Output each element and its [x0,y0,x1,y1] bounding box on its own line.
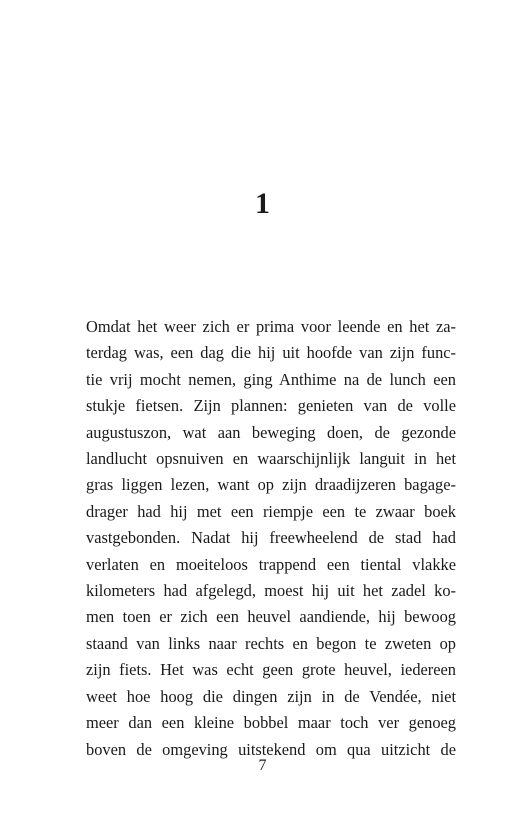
text-line: verlaten en moeiteloos trappend een tiental vlakke [86,554,456,574]
text-line: meer dan een kleine bobbel maar toch ver genoeg [86,713,456,733]
text-line: weet hoe hoog die dingen zijn in de Vendée, niet [86,686,456,706]
text-line: augustuszon, wat aan beweging doen, de gezonde [86,422,456,442]
text-line: Omdat het weer zich er prima voor leende en het za- [86,317,456,336]
text-line: tie vrij mocht nemen, ging Anthime na de lunch een [86,369,456,389]
text-line: drager had hij met een riempje een te zwaar boek [86,501,456,521]
body-paragraph [86,314,456,763]
text-line: gras liggen lezen, want op zijn draadijzeren bagage- [86,475,456,495]
text-line: terdag was, een dag die hij uit hoofde van zijn func- [86,343,456,363]
text-line: zijn fiets. Het was echt geen grote heuvel, iedereen [86,660,456,680]
text-line: men toen er zich een heuvel aandiende, hij bewoog [86,607,456,627]
chapter-number: 1 [255,187,270,220]
text-line: landlucht opsnuiven en waarschijnlijk languit in het [86,449,456,469]
text-line: boven de omgeving uitstekend om qua uitzicht de [86,739,456,759]
page-number: 7 [258,757,267,774]
text-line: kilometers had afgelegd, moest hij uit het zadel ko- [86,581,456,601]
text-line: stukje fietsen. Zijn plannen: genieten van de volle [86,396,456,416]
text-line: vastgebonden. Nadat hij freewheelend de stad had [86,528,456,548]
text-line: staand van links naar rechts en begon te zweten op [86,633,456,653]
